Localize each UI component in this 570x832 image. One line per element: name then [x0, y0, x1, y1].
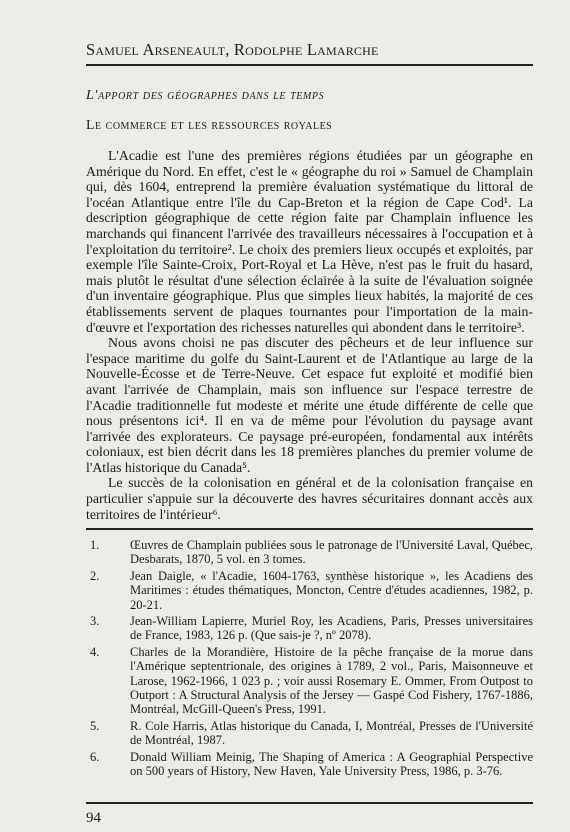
page-number: 94	[86, 810, 101, 826]
paragraph: Nous avons choisi ne pas discuter des pêcheurs et de leur influence sur l'espace maritime du golfe du Saint-Laurent et de l'Atlantique au large de la Nouvelle-Écosse et de Terre-Neuve. Cet espace fut exploité et modifié bien avant l'arrivée de Champlain, mais son influence sur l'espace terrestre de l'Acadie traditionnelle fut modeste et mérite une étude différente de celle que nous présentons ici⁴. Il en va de même pour l'évolution du paysage avant l'arrivée des explorateurs. Ce paysage pré-européen, fondamental aux intérêts coloniaux, est bien décrit dans les 18 premières planches du premier volume de l'Atlas historique du Canada⁵.	[86, 335, 533, 475]
footnote-text: R. Cole Harris, Atlas historique du Canada, I, Montréal, Presses de l'Université de Montréal, 1987.	[130, 718, 533, 748]
footnotes	[86, 538, 533, 781]
footnote-number: 4.	[90, 644, 100, 659]
footnote	[86, 569, 533, 612]
footnote-text: Jean Daigle, « l'Acadie, 1604-1763, synthèse historique », les Acadiens des Maritimes : études thématiques, Moncton, Centre d'études acadiennes, 1982, p. 20-21.	[130, 568, 533, 612]
bottom-rule	[86, 802, 533, 804]
footnote	[86, 750, 533, 779]
footnote-number: 3.	[90, 614, 100, 629]
footnote-text: Œuvres de Champlain publiées sous le patronage de l'Université Laval, Québec, Desbarats, 1870, 5 vol. en 3 tomes.	[130, 538, 533, 567]
body-text	[86, 148, 533, 522]
footnote	[86, 538, 533, 567]
footnote-number: 1.	[90, 538, 100, 552]
header-rule	[86, 64, 533, 66]
subsection-title: Le commerce et les ressources royales	[86, 118, 333, 133]
footnote-number: 2.	[90, 568, 100, 583]
footnote-number: 6.	[90, 749, 100, 764]
paragraph: Le succès de la colonisation en général et de la colonisation française en particulier s'appuie sur la découverte des havres sécuritaires donnant accès aux territoires de l'intérieur⁶.	[86, 475, 533, 522]
footnotes-rule	[86, 528, 533, 530]
footnote	[86, 719, 533, 748]
running-head: Samuel Arseneault, Rodolphe Lamarche	[86, 40, 379, 59]
footnote-text: Donald William Meinig, The Shaping of America : A Geographial Perspective on 500 years of History, New Haven, Yale University Press, 1986, p. 3-76.	[130, 749, 533, 779]
footnote-number: 5.	[90, 718, 100, 733]
footnote-text: Jean-William Lapierre, Muriel Roy, les Acadiens, Paris, Presses universitaires de France, 1983, 126 p. (Que sais-je ?, nº 2078).	[130, 614, 533, 643]
section-title: L'apport des géographes dans le temps	[86, 88, 325, 103]
paragraph: L'Acadie est l'une des premières régions étudiées par un géographe en Amérique du Nord. En effet, c'est le « géographe du roi » Samuel de Champlain qui, dès 1604, entreprend la première évaluation systématique du littoral de l'océan Atlantique entre l'île du Cap-Breton et la région de Cape Cod¹. La description géographique de cette région faite par Champlain influence les marchands qui financent l'arrivée des travailleurs nécessaires à l'occupation et à l'exploitation du territoire². Le choix des premiers lieux occupés et exploités, par exemple l'île Sainte-Croix, Port-Royal et La Hève, n'est pas le fruit du hasard, mais plutôt le résultat d'une sélection éclairée à la suite de l'évaluation soignée d'un inventaire géographique. Plus que simples lieux habités, la majorité de ces établissements servent de plaques tournantes pour l'importation de la main-d'œuvre et l'exportation des richesses naturelles qui abondent dans le territoire³.	[86, 148, 533, 335]
footnote	[86, 614, 533, 643]
footnote-text: Charles de la Morandière, Histoire de la pêche française de la morue dans l'Amérique septentrionale, des origines à 1789, 2 vol., Paris, Maisonneuve et Larose, 1962-1966, 1 023 p. ; voir aussi Rosemary E. Ommer, From Outpost to Outport : A Structural Analysis of the Jersey — Gaspé Cod Fishery, 1767-1886, Montréal, McGill-Queen's Press, 1991.	[130, 644, 533, 717]
footnote	[86, 645, 533, 717]
